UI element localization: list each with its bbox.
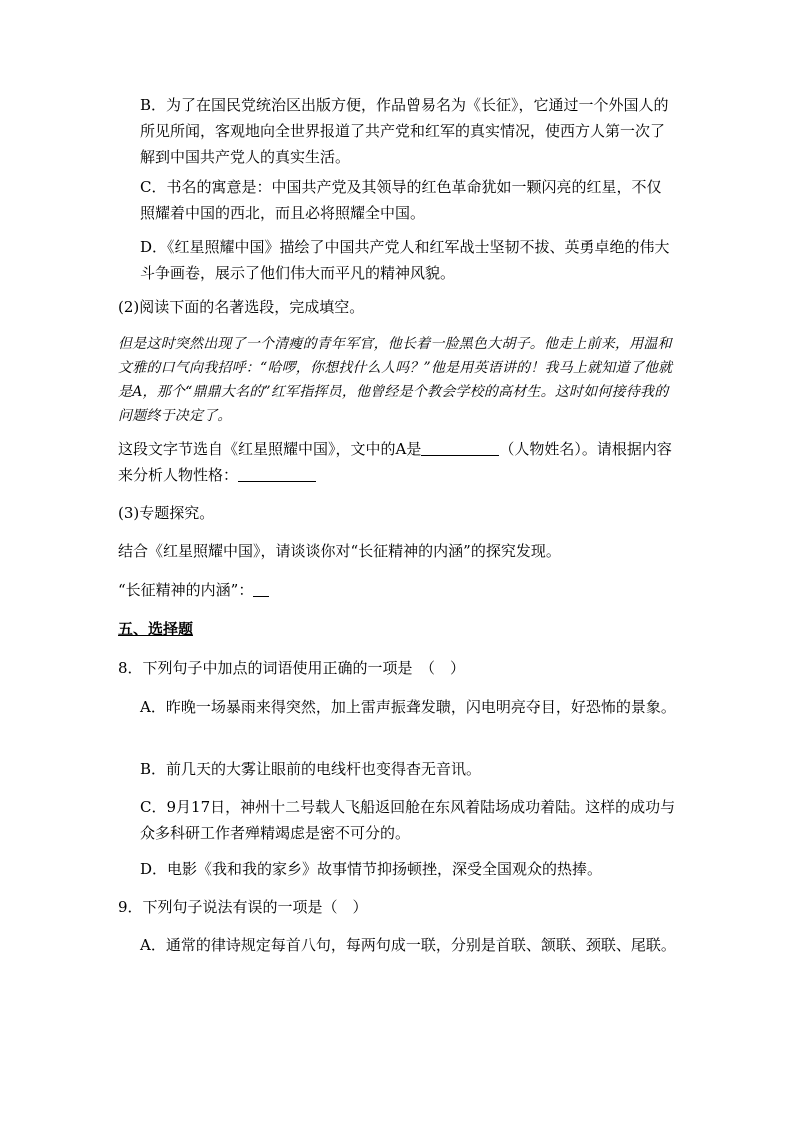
q7-option-d: D．《红星照耀中国》描绘了中国共产党人和红军战士坚韧不拔、英勇卓绝的伟大斗争画卷，展示了他们伟大而平凡的精神风貌。 bbox=[140, 238, 670, 282]
character-blank[interactable] bbox=[238, 465, 316, 482]
q8-option-c: C．9月17日，神州十二号载人飞船返回舱在东风着陆场成功着陆。这样的成功与众多科研工作者殚精竭虑是密不可分的。 bbox=[140, 798, 676, 842]
fill-text-2: （人物姓名）。请根据内容来分析人物性格： bbox=[118, 440, 672, 484]
novel-excerpt: 但是这时突然出现了一个清瘦的青年军官，他长着一脸黑色大胡子。他走上前来，用温和文雅的口气向我招呼：“哈啰，你想找什么人吗？”他是用英语讲的！我马上就知道了他就是A，那个“鼎鼎大名的”红军指挥员，他曾经是个教会学校的高材生。这时如何接待我的问题终于决定了。 bbox=[118, 336, 673, 424]
q9-stem: 9．下列句子说法有误的一项是（ ） bbox=[118, 898, 368, 916]
q7-part3-prompt: (3)专题探究。 bbox=[118, 504, 215, 522]
answer-label: “长征精神的内涵”： bbox=[118, 581, 254, 599]
q7-part3-question: 结合《红星照耀中国》，请谈谈你对“长征精神的内涵”的探究发现。 bbox=[118, 542, 561, 560]
q8-option-b: B．前几天的大雾让眼前的电线杆也变得杳无音讯。 bbox=[140, 760, 482, 778]
answer-blank[interactable] bbox=[253, 580, 269, 597]
q7-part3-answer bbox=[118, 577, 678, 603]
section-heading: 五、选择题 bbox=[118, 620, 194, 638]
q8-stem: 8．下列句子中加点的词语使用正确的一项是 （ ） bbox=[118, 659, 466, 677]
name-blank[interactable] bbox=[421, 439, 499, 456]
q7-part2-prompt: (2)阅读下面的名著选段，完成填空。 bbox=[118, 298, 365, 316]
q9-option-a: A．通常的律诗规定每首八句，每两句成一联，分别是首联、颔联、颈联、尾联。 bbox=[140, 936, 676, 954]
q8-option-a: A．昨晚一场暴雨来得突然，加上雷声振聋发聩，闪电明亮夺目，好恐怖的景象。 bbox=[140, 698, 676, 716]
q8-option-d: D．电影《我和我的家乡》故事情节抑扬顿挫，深受全国观众的热捧。 bbox=[140, 860, 603, 878]
q7-option-c: C．书名的寓意是：中国共产党及其领导的红色革命犹如一颗闪亮的红星，不仅照耀着中国的西北，而且必将照耀全中国。 bbox=[140, 178, 662, 222]
q7-part2-fill bbox=[118, 436, 678, 488]
q7-option-b: B．为了在国民党统治区出版方便，作品曾易名为《长征》，它通过一个外国人的所见所闻，客观地向全世界报道了共产党和红军的真实情况，使西方人第一次了解到中国共产党人的真实生活。 bbox=[140, 96, 669, 166]
fill-text-1: 这段文字节选自《红星照耀中国》，文中的A是 bbox=[118, 440, 422, 458]
